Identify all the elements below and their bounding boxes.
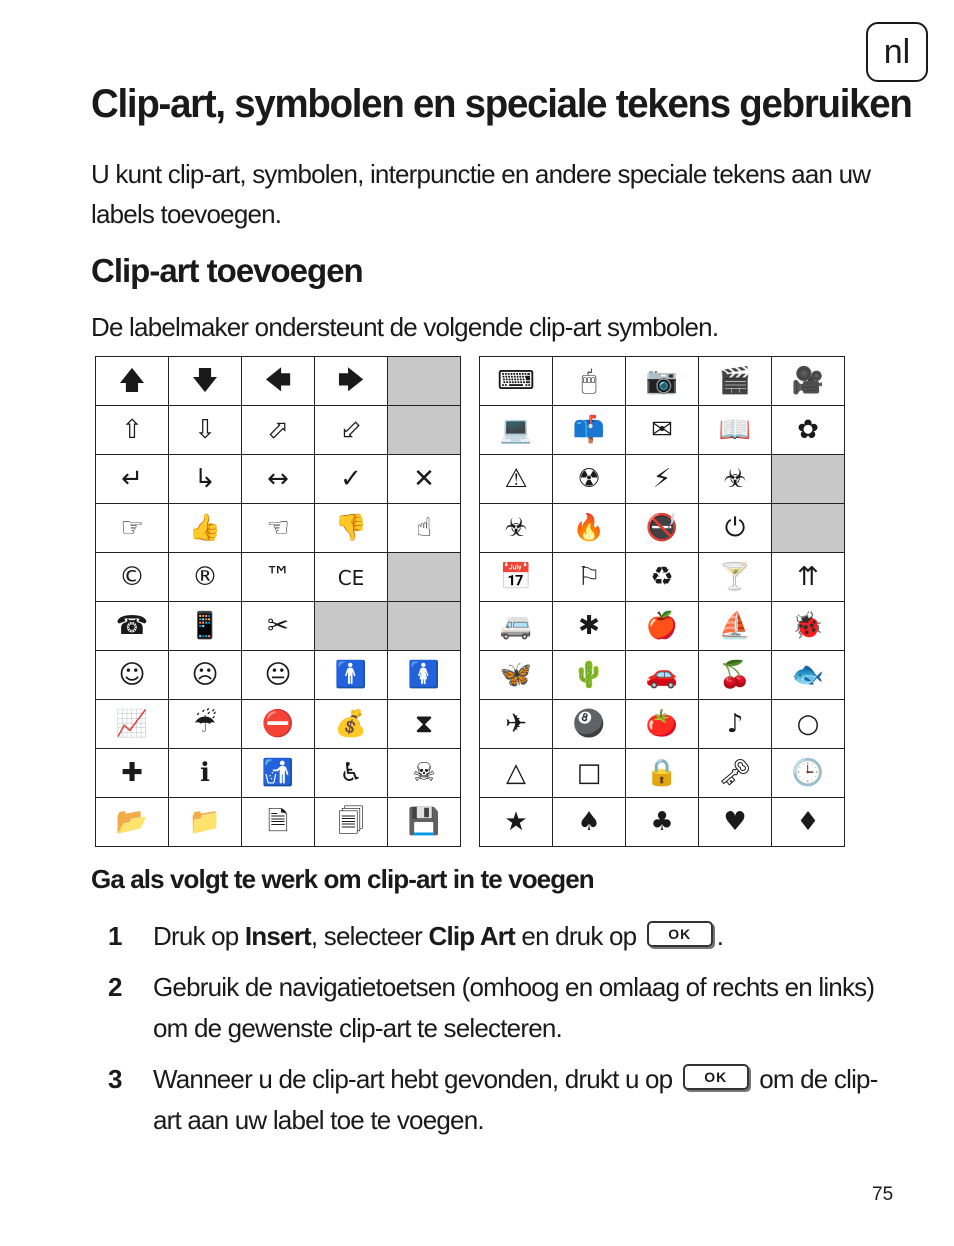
open-book-icon: 📖 — [718, 415, 752, 445]
registered-icon: ® — [192, 562, 218, 592]
clipart-cell — [480, 357, 553, 406]
documents-stack-icon: 🗐 — [338, 807, 364, 837]
clipart-row — [96, 602, 461, 651]
empty-cell — [772, 504, 845, 553]
empty-cell — [388, 553, 461, 602]
clipart-row — [480, 504, 845, 553]
clipart-cell — [553, 651, 626, 700]
key-icon: 🗝 — [718, 758, 752, 788]
clipart-row — [480, 798, 845, 847]
padlock-icon: 🔒 — [645, 758, 679, 788]
hand-pointing-right-icon: ☞ — [120, 513, 144, 543]
page-title: Clip-art, symbolen en speciale tekens gebruiken — [91, 82, 912, 126]
clipart-cell — [480, 602, 553, 651]
ok-key-icon: OK — [683, 1064, 749, 1090]
clipart-cell — [772, 651, 845, 700]
clipart-cell — [772, 357, 845, 406]
tomato-icon: 🍅 — [645, 709, 679, 739]
step-text-part: . — [716, 921, 724, 951]
clipart-grid-right — [479, 356, 845, 847]
clipart-cell — [480, 406, 553, 455]
clipart-cell — [480, 455, 553, 504]
step-text: Gebruik de navigatietoetsen (omhoog en omlaag of rechts en links) om de gewenste clip-art te selecteren. — [153, 972, 875, 1043]
clipart-cell — [699, 798, 772, 847]
arrow-up-outline-icon: ⇧ — [121, 415, 143, 445]
biohazard-warning-icon: ☣ — [504, 513, 528, 543]
no-smoking-icon: 🚭 — [645, 513, 679, 543]
umbrella-rain-icon: ☔ — [193, 709, 217, 739]
clipart-cell — [242, 455, 315, 504]
clipart-cell — [315, 749, 388, 798]
step-text-part: , selecteer — [310, 921, 429, 951]
section-heading: Clip-art toevoegen — [91, 252, 363, 289]
envelope-icon: ✉ — [651, 415, 673, 445]
ce-mark-icon: CE — [337, 566, 365, 590]
arrow-down-outline-icon: ⇩ — [194, 415, 216, 445]
clipart-cell — [242, 798, 315, 847]
step-number: 2 — [108, 972, 122, 1002]
clipart-cell — [315, 700, 388, 749]
laptop-icon: 💻 — [499, 415, 533, 445]
clipart-cell — [96, 700, 169, 749]
clipart-cell — [242, 602, 315, 651]
clipart-cell — [553, 700, 626, 749]
smiley-happy-icon: ☺ — [118, 660, 146, 690]
clipart-row — [480, 455, 845, 504]
clipart-cell — [315, 798, 388, 847]
clipart-cell — [96, 651, 169, 700]
clipart-cell — [169, 749, 242, 798]
clipart-cell — [388, 798, 461, 847]
this-way-up-icon: ⇈ — [797, 562, 819, 592]
folder-icon: 📁 — [188, 807, 222, 837]
clipart-cell — [626, 357, 699, 406]
clock-icon: 🕒 — [791, 758, 825, 788]
spade-icon: ♠ — [577, 807, 601, 837]
arrow-up-bold-icon: 🡅 — [118, 366, 146, 396]
step-text-part: en druk op — [515, 921, 643, 951]
step-number: 1 — [108, 921, 122, 951]
litter-bin-icon: 🚮 — [261, 758, 295, 788]
warning-icon: ⚠ — [504, 464, 528, 494]
toxic-warning-icon: ☣ — [723, 464, 747, 494]
clipart-cell — [169, 406, 242, 455]
clipart-cell — [96, 749, 169, 798]
clipart-cell — [96, 455, 169, 504]
chart-icon: 📈 — [115, 709, 149, 739]
clipart-row — [96, 406, 461, 455]
floppy-disk-icon: 💾 — [407, 807, 441, 837]
clipart-cell — [388, 749, 461, 798]
clipart-cell — [772, 406, 845, 455]
cactus-icon: 🌵 — [572, 660, 606, 690]
clipart-cell — [96, 504, 169, 553]
empty-cell — [315, 602, 388, 651]
step-text — [153, 916, 898, 957]
hand-pointing-left-icon: ☜ — [266, 513, 290, 543]
eight-ball-icon: 🎱 — [572, 709, 606, 739]
clipart-cell — [480, 749, 553, 798]
clipart-cell — [699, 455, 772, 504]
clipart-cell — [169, 602, 242, 651]
clipart-cell — [96, 553, 169, 602]
clipart-cell — [626, 455, 699, 504]
clipart-cell — [169, 798, 242, 847]
movie-camera-icon: 🎥 — [791, 366, 825, 396]
asterisk-icon: ✱ — [578, 611, 600, 641]
trademark-icon: ™ — [265, 562, 291, 592]
clipart-grid-left — [95, 356, 461, 847]
smiley-neutral-icon: 😐 — [264, 660, 292, 690]
clipart-cell — [626, 504, 699, 553]
electric-hazard-icon: ⚡ — [652, 464, 672, 494]
camera-icon: 📷 — [645, 366, 679, 396]
step-3 — [108, 1059, 898, 1141]
hourglass-icon: ⧗ — [414, 709, 434, 739]
clipart-cell — [772, 798, 845, 847]
clipart-cell — [699, 504, 772, 553]
clipart-row — [480, 700, 845, 749]
sailboat-icon: ⛵ — [718, 611, 752, 641]
clipart-cell — [626, 798, 699, 847]
clipart-cell — [388, 504, 461, 553]
clipart-cell — [169, 651, 242, 700]
clipart-cell — [315, 651, 388, 700]
arrow-down-bold-icon: 🡇 — [191, 366, 219, 396]
car-icon: 🚗 — [645, 660, 679, 690]
clipart-cell — [242, 406, 315, 455]
clipart-row — [480, 406, 845, 455]
clipart-cell — [699, 651, 772, 700]
woman-icon: 🚺 — [407, 660, 441, 690]
clipart-cell — [315, 406, 388, 455]
clipart-cell — [315, 357, 388, 406]
step-text-part: om de clip-art aan uw label toe te voegen. — [153, 1064, 878, 1135]
step-1 — [108, 916, 898, 957]
check-mark-icon: ✓ — [340, 464, 362, 494]
clipart-cell — [699, 357, 772, 406]
clipart-cell — [699, 749, 772, 798]
clipart-cell — [626, 553, 699, 602]
plus-cross-icon: ✚ — [121, 758, 143, 788]
copyright-icon: © — [119, 562, 145, 592]
man-icon: 🚹 — [334, 660, 368, 690]
clipart-cell — [242, 749, 315, 798]
clipart-row — [96, 749, 461, 798]
empty-cell — [772, 455, 845, 504]
step-2 — [108, 967, 898, 1049]
clipart-cell — [169, 700, 242, 749]
arrow-up-right-outline-icon: ⬀ — [267, 415, 289, 445]
clipart-cell — [169, 357, 242, 406]
smiley-sad-icon: ☹ — [191, 660, 219, 690]
butterfly-icon: 🦋 — [499, 660, 533, 690]
clipart-cell — [315, 553, 388, 602]
support-text: De labelmaker ondersteunt de volgende clip-art symbolen. — [91, 312, 719, 342]
clipart-row — [96, 553, 461, 602]
turn-right-arrow-icon: ↳ — [194, 464, 216, 494]
steps-heading: Ga als volgt te werk om clip-art in te voegen — [91, 864, 594, 894]
clipart-cell — [553, 455, 626, 504]
clipart-cell — [242, 651, 315, 700]
clipart-cell — [699, 406, 772, 455]
clipart-cell — [772, 553, 845, 602]
empty-cell — [388, 602, 461, 651]
clipart-row — [96, 798, 461, 847]
page-number: 75 — [872, 1184, 894, 1205]
flammable-warning-icon: 🔥 — [572, 513, 606, 543]
clipart-cell — [699, 700, 772, 749]
intro-paragraph: U kunt clip-art, symbolen, interpunctie en andere speciale tekens aan uw labels toevoegen. — [91, 159, 871, 229]
document-icon: 🗎 — [267, 807, 289, 837]
arrow-right-bold-icon: 🡆 — [337, 366, 365, 396]
step-text — [153, 1059, 898, 1141]
clipart-cell — [553, 357, 626, 406]
clipart-cell — [96, 798, 169, 847]
clipart-row — [96, 700, 461, 749]
fragile-glass-icon: 🍸 — [718, 562, 752, 592]
language-badge: nl — [866, 22, 928, 82]
clipart-cell — [480, 700, 553, 749]
airplane-icon: ✈ — [505, 709, 527, 739]
clipart-cell — [315, 504, 388, 553]
insert-key-name: Insert — [244, 921, 311, 951]
clipart-row — [96, 455, 461, 504]
square-outline-icon: □ — [576, 758, 602, 788]
clipart-row — [480, 553, 845, 602]
scissors-icon: ✂ — [267, 611, 289, 641]
clipart-cell — [772, 749, 845, 798]
clipart-row — [480, 749, 845, 798]
power-icon: ⏻ — [724, 513, 746, 543]
thumbs-down-icon: 👎 — [334, 513, 368, 543]
clipart-cell — [480, 553, 553, 602]
clipart-cell — [772, 700, 845, 749]
ok-key-icon: OK — [647, 921, 713, 947]
flower-icon: ✿ — [797, 415, 819, 445]
diamond-icon: ♦ — [796, 807, 820, 837]
keyboard-icon: ⌨ — [497, 366, 535, 396]
calendar-icon: 📅 — [499, 562, 533, 592]
cross-mark-icon: ✕ — [413, 464, 435, 494]
clipart-cell — [626, 602, 699, 651]
clipart-cell — [553, 553, 626, 602]
empty-cell — [388, 406, 461, 455]
thumbs-up-icon: 👍 — [188, 513, 222, 543]
clipart-row — [96, 651, 461, 700]
clapperboard-icon: 🎬 — [718, 366, 752, 396]
clipart-cell — [553, 798, 626, 847]
clipart-cell — [242, 357, 315, 406]
step-text-part: Wanneer u de clip-art hebt gevonden, drukt u op — [153, 1064, 679, 1094]
wheelchair-icon: ♿ — [339, 758, 363, 788]
bug-icon: 🐞 — [791, 611, 825, 641]
clipart-row — [480, 602, 845, 651]
clipart-cell — [96, 602, 169, 651]
triangle-outline-icon: △ — [506, 758, 526, 788]
clipart-cell — [553, 504, 626, 553]
clipart-cell — [772, 602, 845, 651]
clipart-cell — [315, 455, 388, 504]
van-icon: 🚐 — [499, 611, 533, 641]
clipart-cell — [96, 357, 169, 406]
return-arrow-icon: ↵ — [121, 464, 143, 494]
mouse-icon: 🖱 — [581, 366, 597, 396]
clipart-cell — [242, 700, 315, 749]
mobile-phone-icon: 📱 — [188, 611, 222, 641]
heart-icon: ♥ — [723, 807, 747, 837]
skull-crossbones-icon: ☠ — [412, 758, 436, 788]
left-right-arrow-icon: ↔ — [267, 464, 289, 494]
flag-icon: ⚐ — [577, 562, 601, 592]
cherries-icon: 🍒 — [718, 660, 752, 690]
information-icon: ℹ — [200, 758, 210, 788]
money-bag-icon: 💰 — [334, 709, 368, 739]
clip-art-menu-name: Clip Art — [428, 921, 515, 951]
empty-cell — [388, 357, 461, 406]
no-entry-icon: ⛔ — [261, 709, 295, 739]
clipart-cell — [553, 749, 626, 798]
hand-pointing-up-icon: ☝ — [416, 513, 432, 543]
clipart-row — [96, 357, 461, 406]
clipart-cell — [699, 553, 772, 602]
arrow-left-bold-icon: 🡄 — [264, 366, 292, 396]
clipart-cell — [388, 700, 461, 749]
clipart-cell — [96, 406, 169, 455]
clipart-cell — [169, 553, 242, 602]
step-text-part: Druk op — [153, 921, 245, 951]
clipart-cell — [169, 504, 242, 553]
clipart-cell — [626, 651, 699, 700]
recycle-icon: ♻ — [650, 562, 674, 592]
clipart-cell — [169, 455, 242, 504]
club-icon: ♣ — [650, 807, 674, 837]
circle-outline-icon: ○ — [796, 709, 820, 739]
clipart-cell — [626, 406, 699, 455]
clipart-cell — [480, 504, 553, 553]
open-folder-icon: 📂 — [115, 807, 149, 837]
clipart-cell — [626, 749, 699, 798]
clipart-cell — [388, 651, 461, 700]
telephone-icon: ☎ — [115, 611, 149, 641]
clipart-cell — [553, 406, 626, 455]
clipart-cell — [242, 504, 315, 553]
step-number: 3 — [108, 1064, 122, 1094]
clipart-cell — [480, 798, 553, 847]
music-note-icon: ♪ — [726, 709, 744, 739]
clipart-cell — [699, 602, 772, 651]
clipart-cell — [388, 455, 461, 504]
clipart-cell — [480, 651, 553, 700]
clipart-row — [480, 651, 845, 700]
clipart-row — [480, 357, 845, 406]
radiation-warning-icon: ☢ — [577, 464, 601, 494]
clipart-cell — [626, 700, 699, 749]
star-icon: ★ — [504, 807, 528, 837]
clipart-cell — [242, 553, 315, 602]
apple-icon: 🍎 — [645, 611, 679, 641]
mailbox-icon: 📫 — [572, 415, 606, 445]
clipart-cell — [553, 602, 626, 651]
fish-icon: 🐟 — [791, 660, 825, 690]
clipart-row — [96, 504, 461, 553]
arrow-down-left-outline-icon: ⬃ — [340, 415, 362, 445]
